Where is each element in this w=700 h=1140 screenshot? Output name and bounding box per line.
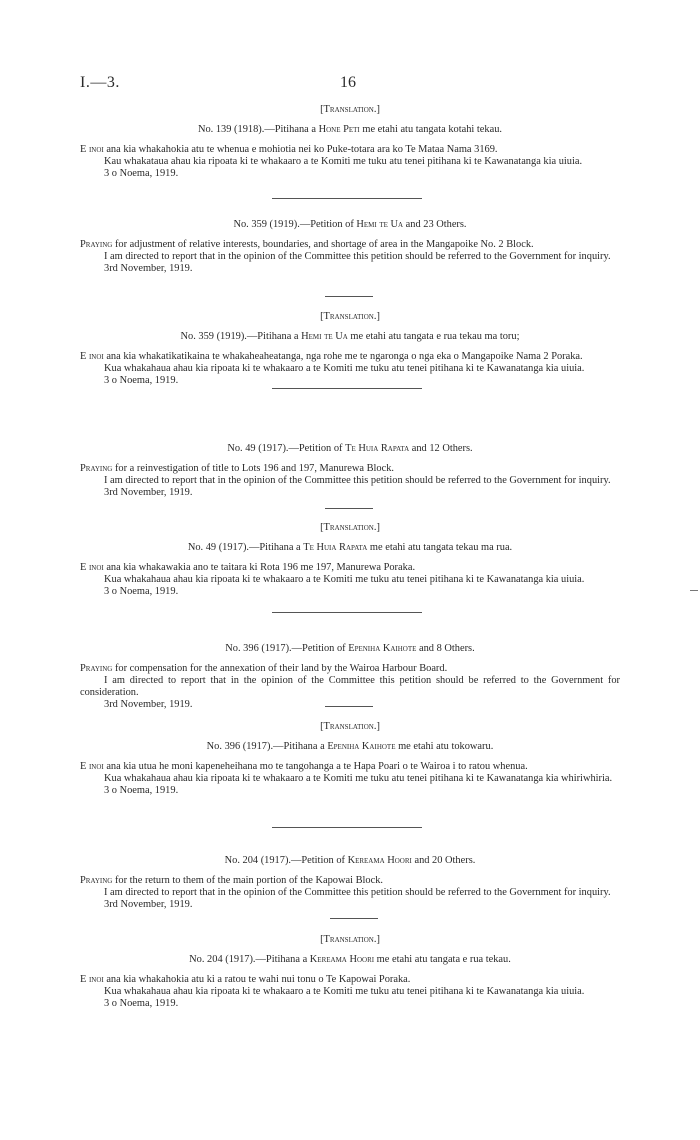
translation-heading: [Translation.] <box>320 311 380 322</box>
petition-prayer: Praying for the return to them of the main portion of the Kapowai Block. <box>80 875 384 886</box>
report-date: 3 o Noema, 1919. <box>104 586 179 597</box>
petition-prayer: E inoi ana kia whakahokia atu ki a ratou te wahi nui tonu o Te Kapowai Poraka. <box>80 974 411 985</box>
petition-section <box>80 522 620 598</box>
translation-heading: [Translation.] <box>320 934 380 945</box>
translation-heading: [Translation.] <box>320 104 380 115</box>
report-date: 3 o Noema, 1919. <box>104 375 179 386</box>
petition-prayer: Praying for adjustment of relative interests, boundaries, and shortage of area in the Mangapoike No. 2 Block. <box>80 239 534 250</box>
translation-heading: [Translation.] <box>320 522 380 533</box>
committee-report: Kua whakahaua ahau kia ripoata ki te whakaaro a te Komiti me tuku atu tenei pitihana ki te Kawanatanga kia whiriwhiria. <box>104 773 613 784</box>
petition-prayer: Praying for a reinvestigation of title to Lots 196 and 197, Manurewa Block. <box>80 463 394 474</box>
short-divider <box>325 508 373 509</box>
page-number: 16 <box>340 74 356 91</box>
short-divider <box>325 296 373 297</box>
petition-section <box>80 721 620 797</box>
report-date: 3 o Noema, 1919. <box>104 785 179 796</box>
short-divider <box>325 706 373 707</box>
section-divider <box>272 198 422 199</box>
petition-title: No. 139 (1918).—Pitihana a Hone Peti me etahi atu tangata kotahi tekau. <box>197 124 503 135</box>
report-date: 3 o Noema, 1919. <box>104 168 179 179</box>
petition-prayer: E inoi ana kia whakatikatikaina te whakaheaheatanga, nga rohe me te ngaronga o nga eka o Mangapoike Nama 2 Poraka. <box>80 351 583 362</box>
committee-report: Kua whakahaua ahau kia ripoata ki te whakaaro a te Komiti me tuku atu tenei pitihana ki te Kawanatanga kia uiuia. <box>104 363 585 374</box>
petition-title: No. 396 (1917).—Pitihana a Epeniha Kaihote me etahi atu tokowaru. <box>206 741 494 752</box>
section-divider <box>272 388 422 389</box>
committee-report: Kua whakahaua ahau kia ripoata ki te whakaaro a te Komiti me tuku atu tenei pitihana ki te Kawanatanga kia uiuia. <box>104 574 585 585</box>
committee-report: I am directed to report that in the opinion of the Committee this petition should be referred to the Government for inquiry. <box>104 251 611 262</box>
petition-prayer: E inoi ana kia whakahokia atu te whenua e mohiotia nei ko Puke-totara ara ko Te Mataa Nama 3169. <box>80 144 498 155</box>
petition-title: No. 359 (1919).—Pitihana a Hemi te Ua me etahi atu tangata e rua tekau ma toru; <box>180 331 520 342</box>
petition-section <box>80 934 620 1010</box>
section-divider <box>272 827 422 828</box>
section-divider <box>272 612 422 613</box>
translation-heading: [Translation.] <box>320 721 380 732</box>
margin-mark <box>690 590 698 591</box>
petition-title: No. 204 (1917).—Petition of Kereama Hoori and 20 Others. <box>224 855 476 866</box>
committee-report: I am directed to report that in the opinion of the Committee this petition should be referred to the Government for inquiry. <box>104 475 611 486</box>
committee-report: I am directed to report that in the opinion of the Committee this petition should be referred to the Government for inquiry. <box>104 887 611 898</box>
petition-prayer: E inoi ana kia utua he moni kapeneheihana mo te tangohanga a te Hapa Poari o te Wairoa i to ratou whenua. <box>80 761 528 772</box>
petition-prayer: E inoi ana kia whakawakia ano te taitara ki Rota 196 me 197, Manurewa Poraka. <box>80 562 416 573</box>
report-date: 3rd November, 1919. <box>104 487 193 498</box>
petition-title: No. 49 (1917).—Pitihana a Te Huia Rapata me etahi atu tangata tekau ma rua. <box>187 542 513 553</box>
committee-report: I am directed to report that in the opinion of the Committee this petition should be referred to the Government for consideration. <box>80 675 620 698</box>
report-date: 3rd November, 1919. <box>104 899 193 910</box>
report-date: 3rd November, 1919. <box>104 699 193 710</box>
petition-title: No. 49 (1917).—Petition of Te Huia Rapata and 12 Others. <box>227 443 473 454</box>
committee-report: Kau whakataua ahau kia ripoata ki te whakaaro a te Komiti me tuku atu tenei pitihana ki te Kawanatanga kia uiuia. <box>104 156 583 167</box>
petition-section <box>80 104 620 180</box>
report-date: 3rd November, 1919. <box>104 263 193 274</box>
petition-title: No. 396 (1917).—Petition of Epeniha Kaihote and 8 Others. <box>225 643 475 654</box>
petition-section <box>80 643 620 711</box>
petition-title: No. 359 (1919).—Petition of Hemi te Ua and 23 Others. <box>233 219 467 230</box>
petition-section <box>80 219 620 275</box>
short-divider <box>330 918 378 919</box>
paper-series-code: I.—3. <box>80 74 120 91</box>
report-date: 3 o Noema, 1919. <box>104 998 179 1009</box>
petition-section <box>80 855 620 911</box>
petition-title: No. 204 (1917).—Pitihana a Kereama Hoori me etahi atu tangata e rua tekau. <box>189 954 511 965</box>
petition-prayer: Praying for compensation for the annexation of their land by the Wairoa Harbour Board. <box>80 663 448 674</box>
petition-section <box>80 443 620 499</box>
committee-report: Kua whakahaua ahau kia ripoata ki te whakaaro a te Komiti me tuku atu tenei pitihana ki te Kawanatanga kia uiuia. <box>104 986 585 997</box>
petition-section <box>80 311 620 387</box>
